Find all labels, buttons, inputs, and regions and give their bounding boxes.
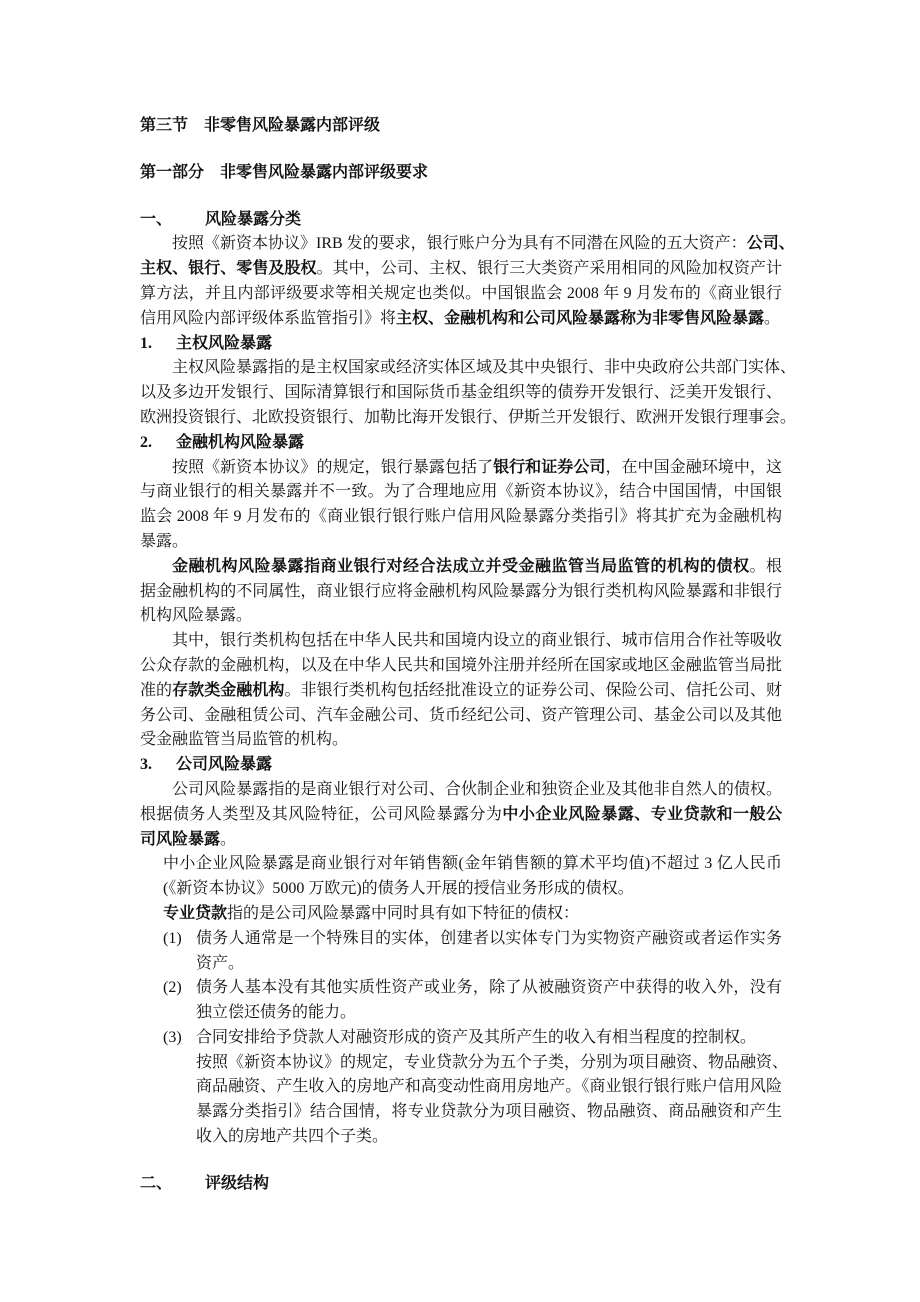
text: 信用风险内部评级体系监管指引》将 [140, 309, 397, 327]
text: ，在中国金融环境中，这 [605, 458, 782, 476]
heading-number: 1. [140, 334, 152, 352]
paragraph [140, 555, 782, 629]
paragraph [140, 629, 782, 753]
text-line [196, 1100, 782, 1125]
heading-level-1 [140, 208, 782, 233]
text: 。 [764, 309, 781, 327]
text-line [140, 257, 782, 282]
text: 主权风险暴露指的是主权国家或经济实体区域及其中央银行、非中央政府公共部门实体、 [172, 359, 797, 377]
text: 按照《新资本协议》的规定，银行暴露包括了 [172, 458, 494, 476]
text: 根据债务人类型及其风险特征，公司风险暴露分为 [140, 805, 503, 823]
list-marker: (3) [163, 1028, 182, 1046]
text: 其中，银行类机构包括在中华人民共和国境内设立的商业银行、城市信用合作社等吸收 [172, 632, 782, 650]
text-line [140, 778, 782, 803]
text-line [140, 332, 782, 357]
text: 独立偿还债务的能力。 [196, 1004, 357, 1022]
text-line [140, 629, 782, 654]
text: 机构风险暴露。 [140, 607, 253, 625]
heading-level-2 [140, 431, 782, 456]
text-line [140, 679, 782, 704]
section-title [140, 114, 782, 139]
list-marker: (2) [163, 979, 182, 997]
text: 暴露。 [140, 532, 189, 550]
text: 债务人基本没有其他实质性资产或业务，除了从被融资资产中获得的收入外，没有 [196, 979, 782, 997]
text-line [163, 877, 782, 902]
text-line [163, 852, 782, 877]
text-line [140, 753, 782, 778]
text: 。 [220, 830, 237, 848]
bold-text: 公司、 [746, 235, 795, 253]
paragraph [140, 778, 782, 852]
bold-text: 主权、金融机构和公司风险暴露称为非零售风险暴露 [396, 309, 765, 327]
text: 与商业银行的相关暴露并不一致。为了合理地应用《新资本协议》，结合中国国情，中国银 [140, 483, 782, 501]
bold-text: 金融机构风险暴露指商业银行对经合法成立并受金融监管当局监管的机构的债权 [172, 557, 750, 575]
text-line [140, 161, 782, 186]
text-line [196, 927, 782, 952]
bold-text: 主权、银行、零售及股权 [140, 260, 317, 278]
text: 受金融监管当局监管的机构。 [140, 731, 349, 749]
text-line [196, 1026, 782, 1051]
text-line [140, 356, 797, 381]
text: 商品融资、产生收入的房地产和高变动性商用房地产。《商业银行银行账户信用风险 [196, 1078, 782, 1096]
text-line [140, 208, 782, 233]
list-item [163, 1026, 782, 1051]
text-line [140, 381, 782, 406]
paragraph [140, 456, 782, 555]
list-marker: (1) [163, 929, 182, 947]
text-line [140, 232, 795, 257]
heading-number: 二、 [140, 1174, 173, 1192]
bold-text: 中小企业风险暴露、专业贷款和一般公 [502, 805, 782, 823]
text: 按照《新资本协议》IRB 发的要求，银行账户分为具有不同潜在风险的五大资产： [172, 235, 747, 253]
heading-number: 2. [140, 433, 152, 451]
text: 公司风险暴露指的是商业银行对公司、合伙制企业和独资企业及其他非自然人的债权。 [172, 780, 782, 798]
text: 收入的房地产共四个子类。 [196, 1128, 389, 1146]
text: 公司风险暴露 [176, 756, 273, 774]
text-line [140, 654, 782, 679]
text-line [140, 456, 782, 481]
document-page [140, 114, 797, 1197]
text-line [196, 1125, 782, 1150]
text: 指的是公司风险暴露中同时具有如下特征的债权： [227, 904, 580, 922]
text: 。非银行类机构包括经批准设立的证券公司、保险公司、信托公司、财 [284, 681, 782, 699]
heading-number: 3. [140, 756, 152, 774]
text: 金融机构风险暴露 [176, 433, 305, 451]
text: 合同安排给予贷款人对融资形成的资产及其所产生的收入有相当程度的控制权。 [196, 1028, 757, 1046]
text-line [140, 828, 782, 853]
text-line [140, 728, 782, 753]
heading-number: 一、 [140, 210, 173, 228]
paragraph [140, 356, 797, 430]
text-line [163, 902, 782, 927]
list-continuation [196, 1051, 789, 1150]
text: 债务人通常是一个特殊目的实体，创建者以实体专门为实物资产融资或者运作实务 [196, 929, 782, 947]
sub-paragraph [163, 902, 782, 927]
text: 第一部分 非零售风险暴露内部评级要求 [140, 163, 429, 181]
text-line [140, 480, 782, 505]
text: 监会 2008 年 9 月发布的《商业银行银行账户信用风险暴露分类指引》将其扩充为金融机构 [140, 508, 782, 526]
sub-paragraph [163, 852, 782, 902]
text-line [196, 1075, 782, 1100]
text-line [140, 307, 782, 332]
text-line [140, 114, 782, 139]
text-line [140, 431, 782, 456]
text-line [140, 282, 782, 307]
text-line [196, 1001, 782, 1026]
text: 准的 [140, 681, 173, 699]
list-item [163, 976, 782, 1026]
text-line [140, 704, 782, 729]
text-line [140, 803, 782, 828]
text: 评级结构 [205, 1174, 270, 1192]
text: 务公司、金融租赁公司、汽车金融公司、货币经纪公司、资产管理公司、基金公司以及其他 [140, 706, 782, 724]
heading-level-2 [140, 753, 782, 778]
text: 暴露分类指引》结合国情，将专业贷款分为项目融资、物品融资、商品融资和产生 [196, 1103, 782, 1121]
text: 公众存款的金融机构，以及在中华人民共和国境外注册并经所在国家或地区金融监管当局批 [140, 656, 782, 674]
text: 第三节 非零售风险暴露内部评级 [140, 117, 381, 134]
text-line [140, 505, 782, 530]
text: 算方法，并且内部评级要求等相关规定也类似。中国银监会 2008 年 9 月发布的《商业银行 [140, 284, 782, 302]
text: 据金融机构的不同属性，商业银行应将金融机构风险暴露分为银行类机构风险暴露和非银行 [140, 582, 782, 600]
bold-text: 存款类金融机构 [172, 681, 285, 699]
text-line [196, 952, 782, 977]
text: 。根 [749, 557, 782, 575]
text: 主权风险暴露 [176, 334, 273, 352]
text-line [140, 555, 782, 580]
bold-text: 司风险暴露 [140, 830, 221, 848]
text: 以及多边开发银行、国际清算银行和国际货币基金组织等的债券开发银行、泛美开发银行、 [140, 384, 782, 402]
text: 资产。 [196, 954, 245, 972]
text: (《新资本协议》5000 万欧元)的债务人开展的授信业务形成的债权。 [163, 880, 634, 898]
heading-level-2 [140, 332, 782, 357]
text: 风险暴露分类 [205, 210, 302, 228]
text-line [140, 604, 782, 629]
bold-text: 银行和证券公司 [493, 458, 606, 476]
paragraph [140, 232, 795, 331]
section-title [140, 161, 782, 186]
text-line [196, 1051, 789, 1076]
bold-text: 专业贷款 [163, 904, 228, 922]
heading-level-1 [140, 1172, 782, 1197]
text-line [140, 1172, 782, 1197]
text: 按照《新资本协议》的规定，专业贷款分为五个子类，分别为项目融资、物品融资、 [196, 1053, 789, 1071]
text-line [196, 976, 782, 1001]
text: 中小企业风险暴露是商业银行对年销售额(金年销售额的算术平均值)不超过 3 亿人民币 [163, 855, 782, 873]
list-item [163, 927, 782, 977]
text: 。其中，公司、主权、银行三大类资产采用相同的风险加权资产计 [316, 260, 782, 278]
text-line [140, 580, 782, 605]
text-line [140, 406, 797, 431]
text: 欧洲投资银行、北欧投资银行、加勒比海开发银行、伊斯兰开发银行、欧洲开发银行理事会。 [140, 408, 797, 426]
text-line [140, 530, 782, 555]
